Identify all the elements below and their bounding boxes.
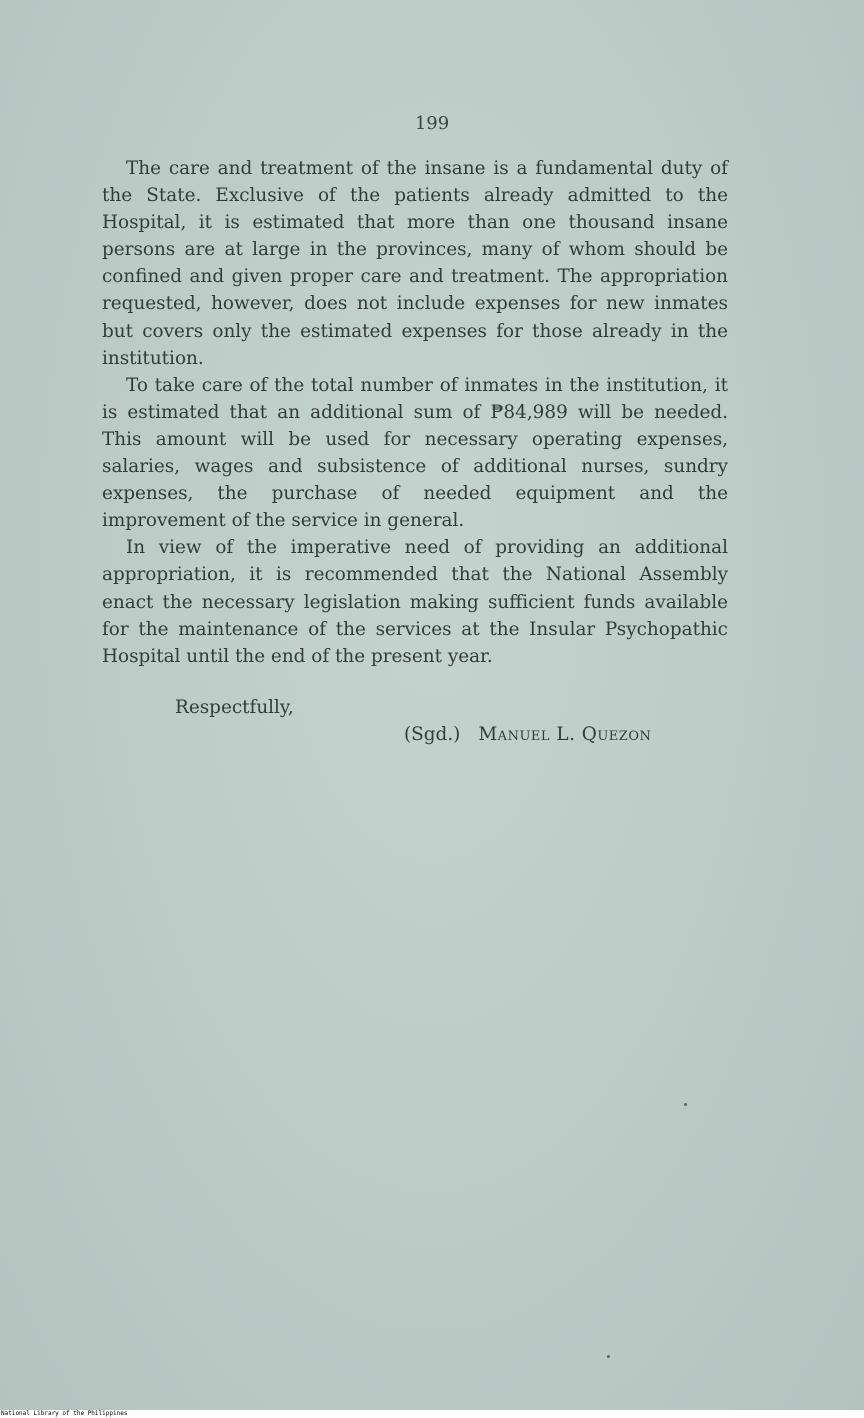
- signature-line: [404, 724, 651, 745]
- library-credit: National Library of the Philippines: [1, 1410, 128, 1417]
- paragraph-recommendation: In view of the imperative need of providing an additional appropriation, it is recommended that the National Assembly enact the necessary legislation making sufficient funds available for the maintenance of the services at the Insular Psychopathic Hospital until the end of the present year.: [102, 537, 728, 667]
- page-number: 199: [414, 113, 450, 134]
- letter-body: [102, 155, 728, 670]
- signatory-name: Manuel L. Quezon: [478, 724, 652, 745]
- paper-speck: [684, 1103, 687, 1106]
- paper-speck: [607, 1355, 610, 1358]
- signature-prefix: (Sgd.): [404, 724, 461, 745]
- closing-salutation: Respectfully,: [175, 697, 294, 718]
- paragraph-additional-sum: To take care of the total number of inmates in the institution, it is estimated that an additional sum of ₱84,989 will be needed. This amount will be used for necessary operating expenses, salaries, wages and subsistence of additional nurses, sundry expenses, the purchase of needed equipment and the improvement of the service in general.: [102, 374, 728, 532]
- paragraph-insane-care: The care and treatment of the insane is a fundamental duty of the State. Exclusive of the patients already admitted to the Hospital, it is estimated that more than one thousand insane persons are at large in the provinces, many of whom should be confined and given proper care and treatment. The appropriation requested, however, does not include expenses for new inmates but covers only the estimated expenses for those already in the institution.: [102, 158, 728, 369]
- scan-footer-strip: [0, 1410, 864, 1418]
